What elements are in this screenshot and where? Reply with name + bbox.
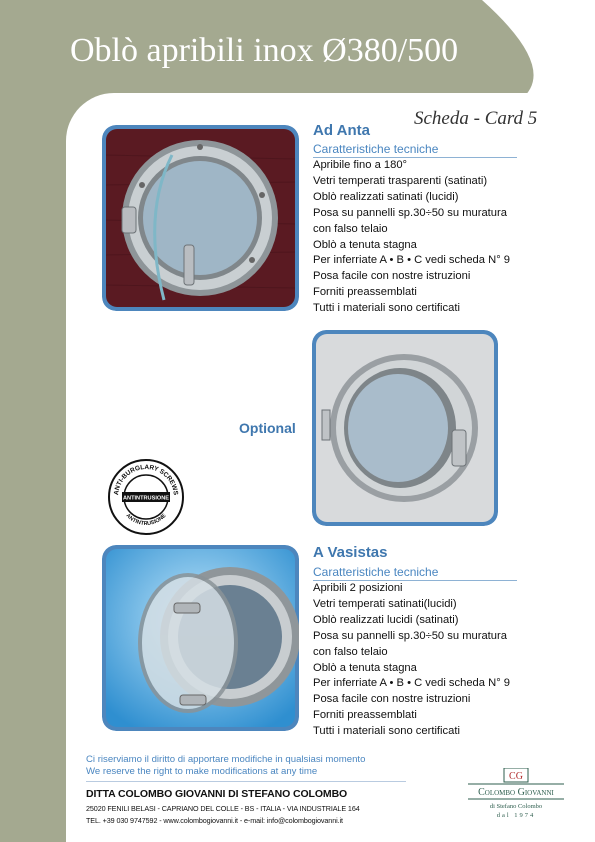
spec-item: Posa su pannelli sp.30÷50 su muratura [313,629,507,642]
page-title: Oblò apribili inox Ø380/500 [70,32,459,69]
optional-label: Optional [239,420,296,436]
spec-item: con falso telaio [313,222,388,235]
seal-top-text: ANTI-BURGLARY SCREWS [113,463,179,496]
porthole-anta-photo [102,125,299,311]
spec-item: Per inferriate A • B • C vedi scheda N° 9 [313,254,510,267]
card-label: Scheda - Card 5 [414,108,538,129]
footer-divider [86,781,406,782]
section-title-vasistas: A Vasistas [313,544,388,561]
spec-item: Forniti preassemblati [313,286,417,299]
spec-item: con falso telaio [313,645,388,658]
logo-subline: di Stefano Colombo [489,803,543,810]
spec-item: Posa su pannelli sp.30÷50 su muratura [313,206,507,219]
spec-item: Oblò a tenuta stagna [313,661,417,674]
seal-bottom-text: ANTINTRUSIONE [124,512,168,528]
company-logo [468,768,564,820]
spec-item: Vetri temperati trasparenti (satinati) [313,174,488,187]
logo-monogram: CG [509,771,523,782]
company-contacts: TEL. +39 030 9747592 - www.colombogiovanni.it - e-mail: info@colombogiovanni.it [86,816,343,825]
company-address: 25020 FENILI BELASI - CAPRIANO DEL COLLE - BS - ITALIA - VIA INDUSTRIALE 164 [86,804,360,813]
spec-item: Oblò realizzati satinati (lucidi) [313,190,459,203]
spec-item: Apribile fino a 180° [313,159,408,171]
spec-item: Tutti i materiali sono certificati [313,302,460,315]
section-subtitle-vasistas: Caratteristiche tecniche [313,565,517,581]
spec-list-anta [313,158,510,317]
porthole-optional-photo [312,330,498,526]
notice-english: We reserve the right to make modifications at any time [86,766,318,777]
spec-item: Posa facile con nostre istruzioni [313,693,471,706]
spec-item: Tutti i materiali sono certificati [313,725,460,738]
spec-item: Oblò a tenuta stagna [313,238,417,251]
logo-name: Colombo Giovanni [478,787,554,798]
spec-list-vasistas [313,581,510,740]
anti-burglary-seal [106,457,186,537]
section-title-anta: Ad Anta [313,122,370,139]
spec-item: Apribili 2 posizioni [313,582,403,594]
spec-item: Oblò realizzati lucidi (satinati) [313,613,459,626]
seal-center-text: ANTINTRUSIONE [123,495,169,502]
spec-item: Forniti preassemblati [313,709,417,722]
logo-since: dal 1974 [496,812,536,819]
spec-item: Per inferriate A • B • C vedi scheda N° 9 [313,677,510,690]
spec-item: Vetri temperati satinati(lucidi) [313,597,457,610]
company-name: DITTA COLOMBO GIOVANNI DI STEFANO COLOMBO [86,788,348,800]
notice-italian: Ci riserviamo il diritto di apportare modifiche in qualsiasi momento [86,754,366,765]
section-subtitle-anta: Caratteristiche tecniche [313,142,517,158]
spec-item: Posa facile con nostre istruzioni [313,270,471,283]
porthole-vasistas-photo [102,545,299,731]
